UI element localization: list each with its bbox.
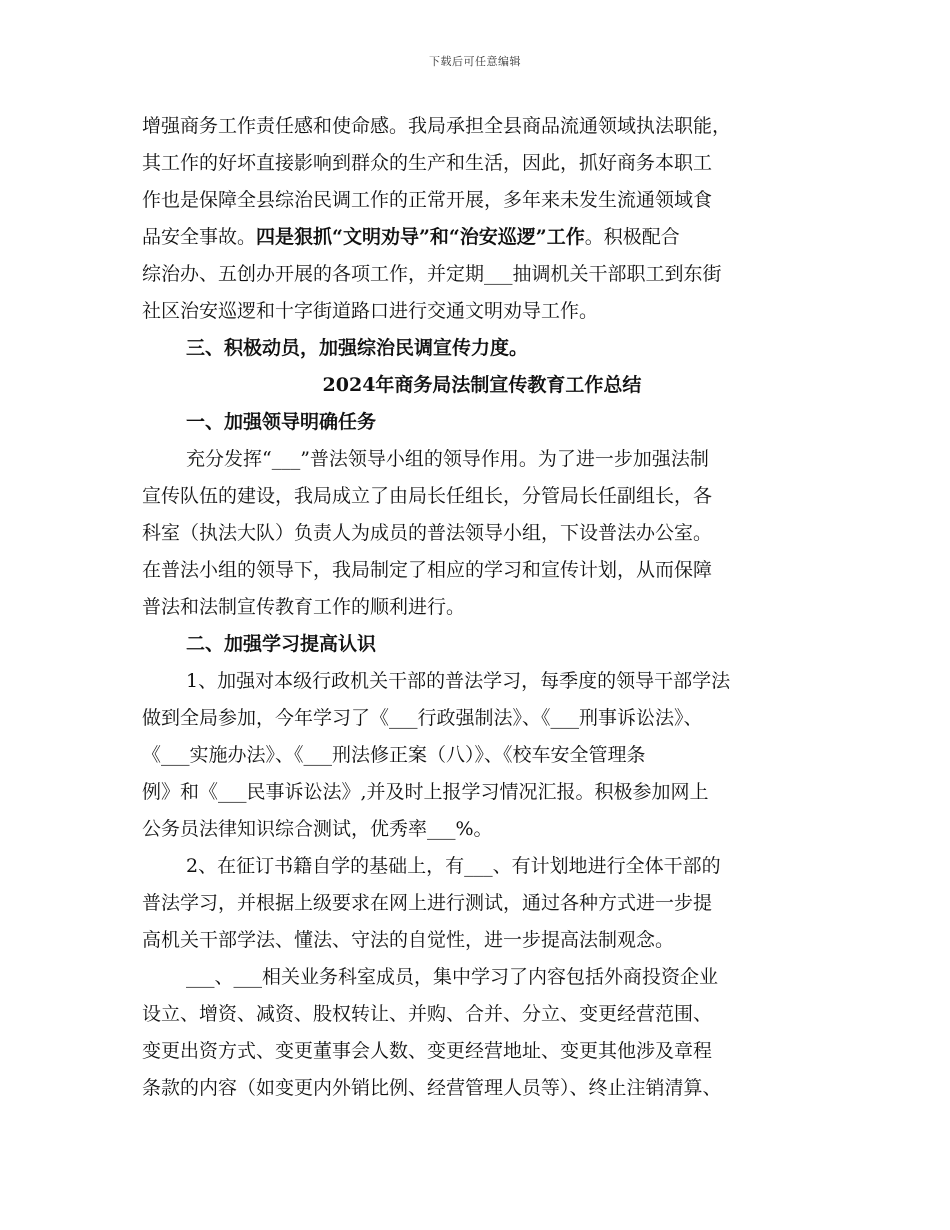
text-line xyxy=(142,589,822,626)
text-line xyxy=(142,700,822,737)
text-segment: 高机关干部学法、懂法、守法的自觉性，进一步提高法制观念。 xyxy=(142,929,675,951)
text-segment: 科室（执法大队）负责人为成员的普法领导小组，下设普法办公室。 xyxy=(142,522,713,544)
text-line xyxy=(142,515,822,552)
text-segment: 例》和《___民事诉讼法》,并及时上报学习情况汇报。积极参加网上 xyxy=(142,781,709,803)
text-segment: 设立、增资、减资、股权转让、并购、合并、分立、变更经营范围、 xyxy=(142,1003,713,1025)
text-segment: 品安全事故。 xyxy=(142,226,257,248)
text-line xyxy=(142,848,822,885)
text-segment: 《___实施办法》、《___刑法修正案（八）》、《校车安全管理条 xyxy=(142,744,646,766)
text-line xyxy=(142,478,822,515)
text-segment: 条款的内容（如变更内外销比例、经营管理人员等）、终止注销清算、 xyxy=(142,1077,722,1099)
text-line xyxy=(142,256,822,293)
text-segment: 普法学习，并根据上级要求在网上进行测试，通过各种方式进一步提 xyxy=(142,892,713,914)
text-segment: 综治办、五创办开展的各项工作，并定期___抽调机关干部职工到东街 xyxy=(142,263,722,285)
text-segment: 公务员法律知识综合测试，优秀率___%。 xyxy=(142,818,493,840)
text-line xyxy=(142,293,822,330)
text-line xyxy=(142,145,822,182)
bold-text-segment: 2024年商务局法制宣传教育工作总结 xyxy=(322,374,642,396)
text-segment: 。积极配合 xyxy=(584,226,680,248)
text-line xyxy=(142,774,822,811)
text-segment: 作也是保障全县综治民调工作的正常开展，多年来未发生流通领域食 xyxy=(142,189,713,211)
text-segment: 普法和法制宣传教育工作的顺利进行。 xyxy=(142,596,466,618)
text-segment: 增强商务工作责任感和使命感。我局承担全县商品流通领域执法职能， xyxy=(142,115,732,137)
bold-text-segment: 四是狠抓“文明劝导”和“治安巡逻”工作 xyxy=(256,226,585,248)
text-segment: 2、在征订书籍自学的基础上，有___、有计划地进行全体干部的 xyxy=(186,855,721,877)
text-segment: 宣传队伍的建设，我局成立了由局长任组长，分管局长任副组长，各 xyxy=(142,485,713,507)
text-line xyxy=(142,367,822,404)
text-segment: 其工作的好坏直接影响到群众的生产和生活，因此，抓好商务本职工 xyxy=(142,152,713,174)
text-line xyxy=(142,182,822,219)
text-segment: 在普法小组的领导下，我局制定了相应的学习和宣传计划，从而保障 xyxy=(142,559,713,581)
text-segment: 做到全局参加，今年学习了《___行政强制法》、《___刑事诉讼法》、 xyxy=(142,707,703,729)
text-segment: 社区治安巡逻和十字街道路口进行交通文明劝导工作。 xyxy=(142,300,599,322)
text-line xyxy=(142,996,822,1033)
text-line xyxy=(142,108,822,145)
bold-text-segment: 二、加强学习提高认识 xyxy=(186,633,377,655)
text-segment: ___、___相关业务科室成员，集中学习了内容包括外商投资企业 xyxy=(186,966,719,988)
text-line xyxy=(142,663,822,700)
text-line xyxy=(142,811,822,848)
bold-text-segment: 三、积极动员，加强综治民调宣传力度。 xyxy=(186,337,529,359)
text-segment: 充分发挥“___”普法领导小组的领导作用。为了进一步加强法制 xyxy=(186,448,709,470)
page-header: 下载后可任意编辑 xyxy=(429,55,521,68)
text-line xyxy=(142,441,822,478)
text-line xyxy=(142,626,822,663)
text-line xyxy=(142,330,822,367)
text-line xyxy=(142,552,822,589)
text-segment: 1、加强对本级行政机关干部的普法学习，每季度的领导干部学法 xyxy=(186,670,731,692)
text-line xyxy=(142,219,822,256)
text-line xyxy=(142,959,822,996)
text-segment: 变更出资方式、变更董事会人数、变更经营地址、变更其他涉及章程 xyxy=(142,1040,713,1062)
bold-text-segment: 一、加强领导明确任务 xyxy=(186,411,377,433)
text-line xyxy=(142,885,822,922)
text-line xyxy=(142,1033,822,1070)
text-line xyxy=(142,737,822,774)
text-line xyxy=(142,1070,822,1107)
document-body xyxy=(142,108,822,1107)
text-line xyxy=(142,404,822,441)
text-line xyxy=(142,922,822,959)
